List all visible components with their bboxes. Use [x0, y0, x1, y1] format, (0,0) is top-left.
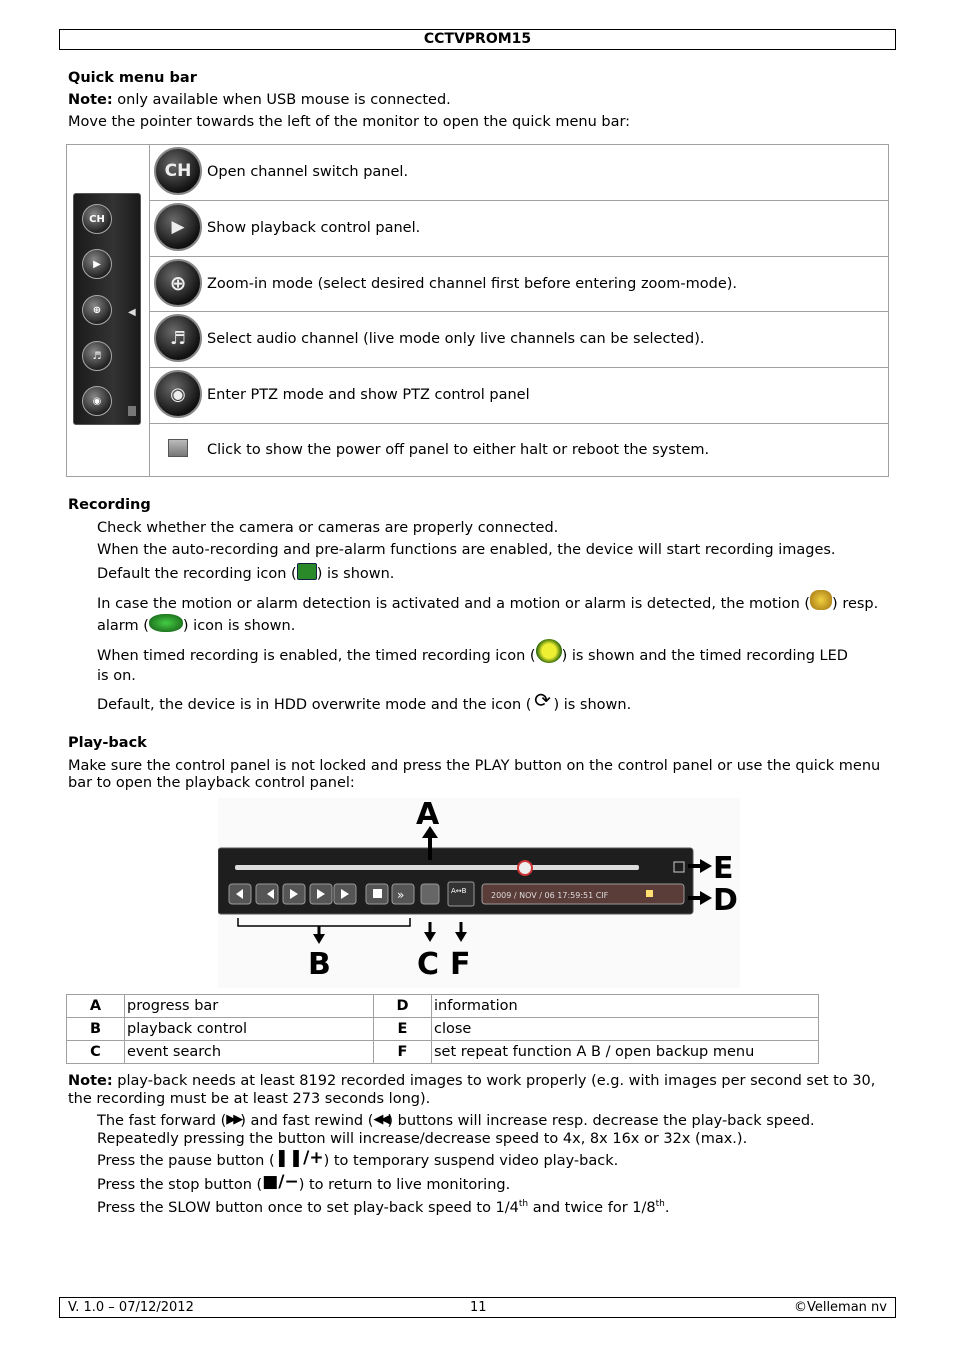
progress-handle: [518, 861, 532, 875]
table-row: B playback control E close: [67, 1018, 819, 1041]
quick-menu-note: Note: only available when USB mouse is connected.: [68, 92, 451, 108]
play-icon: ▶: [82, 249, 112, 279]
quick-menu-row: ⊕ Zoom-in mode (select desired channel first before entering zoom-mode).: [150, 257, 888, 312]
quick-menu-row: ▶ Show playback control panel.: [150, 201, 888, 257]
quick-menu-intro: Move the pointer towards the left of the monitor to open the quick menu bar:: [68, 114, 631, 130]
recording-heading: Recording: [68, 497, 151, 513]
quick-menu-table: [66, 144, 889, 477]
ptz-camera-icon: ◉: [82, 386, 112, 416]
playback-control-buttons: [229, 884, 414, 904]
playback-note-line1: Note: play-back needs at least 8192 recorded images to work properly (e.g. with images per second set to 30,: [68, 1073, 876, 1089]
ptz-camera-icon: ◉: [154, 370, 202, 418]
audio-icon: ♬: [154, 314, 202, 362]
quick-menu-row: ◉ Enter PTZ mode and show PTZ control panel: [150, 368, 888, 424]
svg-text:A↔B: A↔B: [451, 887, 467, 895]
quick-menu-row: ♬ Select audio channel (live mode only live channels can be selected).: [150, 312, 888, 368]
timed-recording-icon: [536, 639, 562, 663]
svg-text:»: »: [397, 888, 405, 902]
playback-panel-svg: [218, 798, 740, 988]
power-off-icon: [128, 406, 136, 416]
playback-intro-line1: Make sure the control panel is not locked and press the PLAY button on the control panel or use the quick menu: [68, 758, 881, 774]
svg-text:E: E: [713, 851, 734, 886]
collapse-arrow-icon: ◀: [128, 307, 136, 318]
recording-p4: In case the motion or alarm detection is activated and a motion or alarm is detected, the motion ( ) resp.: [97, 596, 878, 613]
playback-intro-line2: bar to open the playback control panel:: [68, 775, 355, 791]
recording-p3: Default the recording icon ( ) is shown.: [97, 566, 394, 583]
svg-text:D: D: [713, 883, 738, 918]
footer-version: V. 1.0 – 07/12/2012: [68, 1300, 194, 1315]
event-search-icon: [421, 884, 439, 904]
svg-text:C: C: [417, 947, 440, 982]
recording-p5-cont: is on.: [97, 668, 136, 684]
recording-icon: [297, 563, 317, 580]
fast-forward-icon: ▶▶: [226, 1111, 241, 1127]
channel-ch-icon: CH: [82, 204, 112, 234]
page-header: CCTVPROM15: [59, 29, 896, 50]
page-footer: [59, 1297, 896, 1318]
hdd-overwrite-icon: ⟳: [534, 688, 551, 712]
progress-bar: [235, 865, 639, 870]
slow-text: Press the SLOW button once to set play-back speed to 1/4th and twice for 1/8th.: [97, 1199, 670, 1216]
audio-icon: ♬: [82, 341, 112, 371]
svg-text:F: F: [450, 947, 471, 982]
pause-text: Press the pause button (❚❚/+) to temporary suspend video play-back.: [97, 1147, 619, 1169]
channel-ch-icon: CH: [154, 147, 202, 195]
svg-text:2009 / NOV / 06 17:59:51 CI: 2009 / NOV / 06 17:59:51 CIF: [491, 891, 609, 900]
fast-rewind-icon: ◀◀: [373, 1111, 388, 1127]
stop-text: Press the stop button (■/−) to return to live monitoring.: [97, 1171, 511, 1193]
stop-icon: ■/−: [262, 1171, 299, 1192]
playback-panel-figure: [218, 798, 740, 988]
zoom-in-icon: ⊕: [154, 259, 202, 307]
motion-icon: [810, 590, 832, 610]
recording-p6: Default, the device is in HDD overwrite mode and the icon ( ⟳ ) is shown.: [97, 688, 632, 713]
table-row: C event search F set repeat function A B / open backup menu: [67, 1041, 819, 1064]
fast-forward-text-cont: Repeatedly pressing the button will increase/decrease speed to 4x, 8x 16x or 32x (max.).: [97, 1131, 748, 1147]
zoom-in-icon: ⊕: [82, 295, 112, 325]
fast-forward-text: The fast forward (▶▶) and fast rewind (◀◀) buttons will increase resp. decrease the play-back speed.: [97, 1111, 815, 1129]
playback-legend-table: [66, 994, 819, 1064]
footer-copyright: ©Velleman nv: [793, 1300, 887, 1315]
playback-note-line2: the recording must be at least 273 seconds long).: [68, 1091, 431, 1107]
recording-p4-cont: alarm ( ) icon is shown.: [97, 618, 295, 635]
pause-icon: ❚❚/+: [274, 1147, 324, 1168]
quick-menu-sidebar: [73, 193, 141, 425]
quick-menu-bar-image: [67, 145, 150, 476]
svg-text:A: A: [416, 798, 440, 832]
play-icon: ▶: [154, 203, 202, 251]
quick-menu-row: CH Open channel switch panel.: [150, 145, 888, 201]
power-off-icon: [168, 439, 188, 457]
alarm-icon: [149, 614, 183, 632]
svg-text:B: B: [308, 947, 331, 982]
recording-p1: Check whether the camera or cameras are properly connected.: [97, 520, 559, 536]
table-row: A progress bar D information: [67, 995, 819, 1018]
footer-page-number: 11: [470, 1300, 487, 1315]
playback-heading: Play-back: [68, 735, 147, 751]
quick-menu-row: Click to show the power off panel to either halt or reboot the system.: [150, 424, 888, 476]
recording-p5: When timed recording is enabled, the timed recording icon ( ) is shown and the timed recording LED: [97, 648, 848, 665]
recording-p2: When the auto-recording and pre-alarm functions are enabled, the device will start recording images.: [97, 542, 836, 558]
quick-menu-heading: Quick menu bar: [68, 70, 197, 86]
